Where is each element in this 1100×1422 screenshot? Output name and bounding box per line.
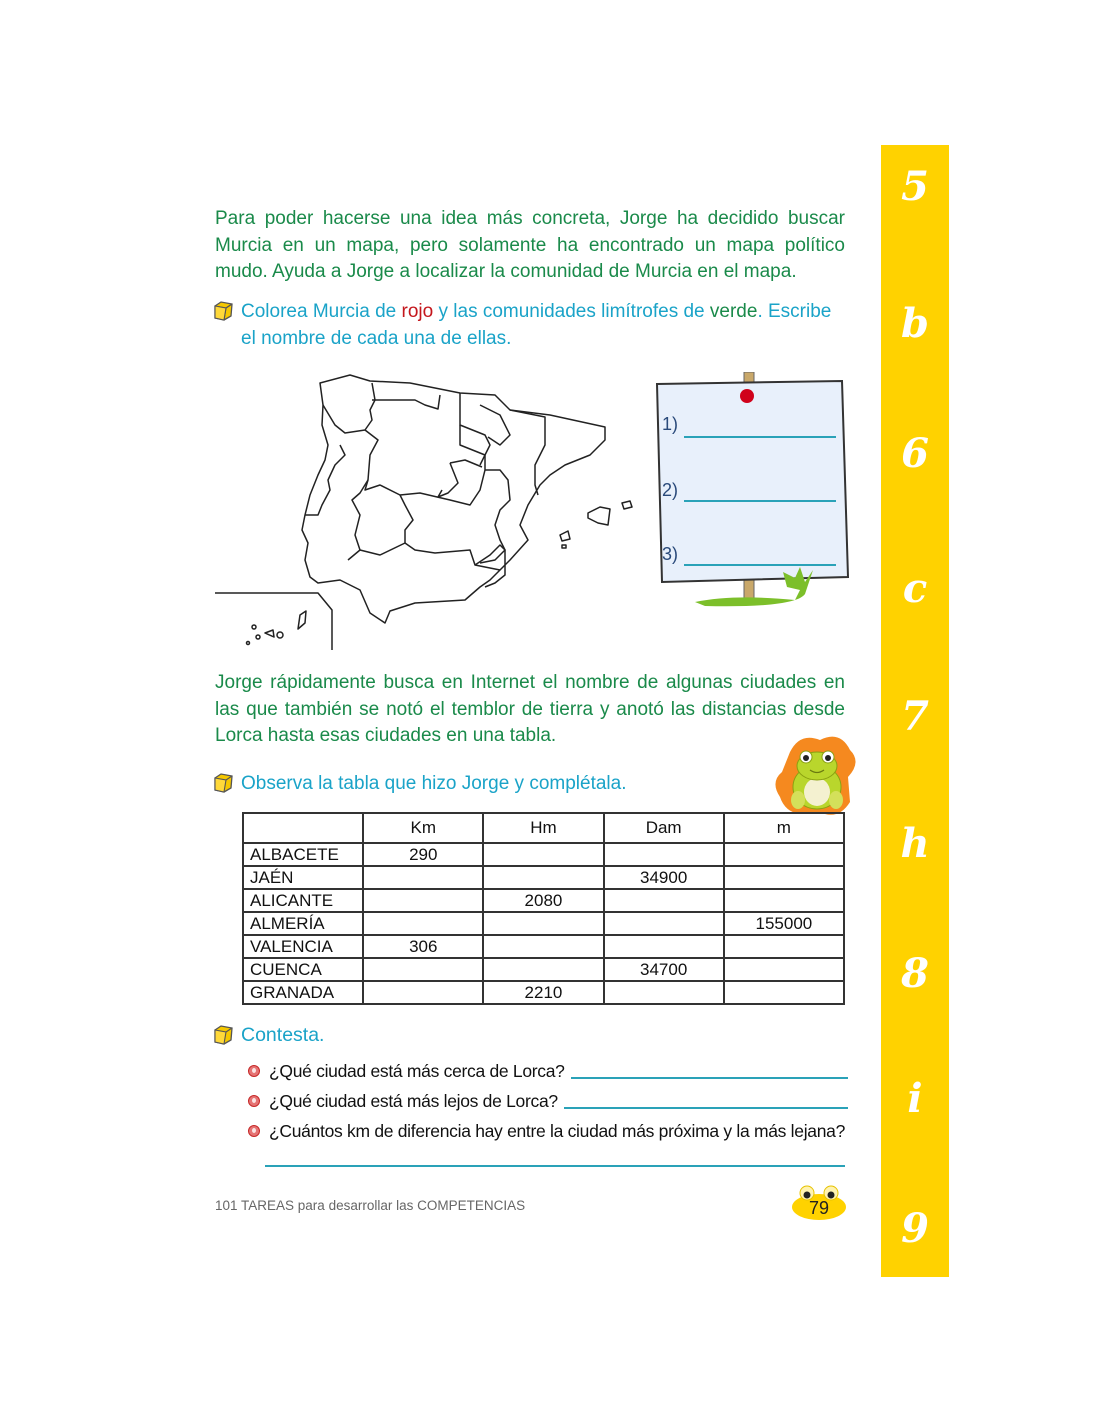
cube-icon	[212, 1024, 234, 1046]
cube-icon	[212, 300, 234, 322]
letter-figure-icon: 9	[901, 1205, 929, 1252]
sign-answer-line-2[interactable]	[684, 500, 836, 502]
letter-figure-icon: 6	[901, 430, 929, 477]
header-dam: Dam	[604, 813, 724, 843]
dam-cell[interactable]	[604, 912, 724, 935]
letter-figure-icon: 5	[901, 163, 929, 210]
dam-cell[interactable]	[604, 889, 724, 912]
letter-figure-icon: 7	[901, 693, 929, 740]
dam-cell[interactable]	[604, 935, 724, 958]
header-km: Km	[363, 813, 483, 843]
table-row	[243, 935, 844, 958]
sign-label-3: 3)	[662, 544, 679, 564]
km-cell[interactable]	[363, 866, 483, 889]
task-color-murcia-text	[241, 298, 847, 352]
hm-cell[interactable]: 2210	[483, 981, 603, 1004]
table-header-row	[243, 813, 844, 843]
instruction-text: Colorea Murcia de	[241, 301, 402, 322]
city-cell: CUENCA	[243, 958, 363, 981]
km-cell[interactable]	[363, 912, 483, 935]
hm-cell[interactable]: 2080	[483, 889, 603, 912]
m-cell[interactable]	[724, 866, 844, 889]
table-row	[243, 889, 844, 912]
instruction-text: y las comunidades limítrofes de	[433, 301, 710, 322]
hm-cell[interactable]	[483, 935, 603, 958]
table-row	[243, 981, 844, 1004]
table-row	[243, 958, 844, 981]
km-cell[interactable]	[363, 889, 483, 912]
green-word: verde	[709, 301, 758, 322]
question-text: ¿Qué ciudad está más cerca de Lorca?	[269, 1060, 565, 1081]
paragraph-distances: Jorge rápidamente busca en Internet el nombre de algunas ciudades en las que también se notó el temblor de tierra y anotó las distancias desde Lorca hasta esas ciudades en una tabla.	[215, 672, 845, 746]
question-item	[248, 1056, 848, 1086]
dam-cell[interactable]	[604, 843, 724, 866]
task-answer-text: Contesta.	[241, 1024, 325, 1046]
city-cell: GRANADA	[243, 981, 363, 1004]
hm-cell[interactable]	[483, 912, 603, 935]
intro-paragraph: Para poder hacerse una idea más concreta, Jorge ha decidido buscar Murcia en un mapa, pero solamente ha encontrado un mapa político mudo. Ayuda a Jorge a localizar la comunidad de Murcia en el mapa.	[215, 208, 845, 282]
km-cell[interactable]: 306	[363, 935, 483, 958]
question-item	[248, 1116, 848, 1146]
m-cell[interactable]	[724, 935, 844, 958]
km-cell[interactable]	[363, 958, 483, 981]
book-title: 101 TAREAS para desarrollar las COMPETENCIAS	[215, 1198, 526, 1213]
dam-cell[interactable]: 34900	[604, 866, 724, 889]
hm-cell[interactable]	[483, 843, 603, 866]
cube-icon	[212, 772, 234, 794]
answer-line[interactable]	[571, 1077, 848, 1079]
m-cell[interactable]	[724, 958, 844, 981]
city-cell: ALICANTE	[243, 889, 363, 912]
bullet-icon	[248, 1125, 260, 1137]
city-cell: JAÉN	[243, 866, 363, 889]
letter-figure-icon: 8	[901, 950, 929, 997]
city-cell: ALBACETE	[243, 843, 363, 866]
question-item	[248, 1086, 848, 1116]
km-cell[interactable]	[363, 981, 483, 1004]
page-number: 79	[808, 1198, 830, 1218]
hm-cell[interactable]	[483, 866, 603, 889]
decorative-sidebar	[881, 145, 949, 1277]
km-cell[interactable]: 290	[363, 843, 483, 866]
instruction-text: . Escribe el nombre de cada una de ellas.	[241, 301, 832, 349]
table-row	[243, 866, 844, 889]
red-word: rojo	[401, 301, 434, 322]
task-complete-table	[212, 770, 627, 797]
sign-answer-line-1[interactable]	[684, 436, 836, 438]
m-cell[interactable]	[724, 843, 844, 866]
m-cell[interactable]	[724, 889, 844, 912]
answer-line[interactable]	[564, 1107, 848, 1109]
dam-cell[interactable]	[604, 981, 724, 1004]
hm-cell[interactable]	[483, 958, 603, 981]
task-answer	[212, 1022, 324, 1049]
answer-line[interactable]	[265, 1165, 845, 1167]
city-cell: ALMERÍA	[243, 912, 363, 935]
letter-figure-icon: h	[900, 820, 930, 867]
bullet-icon	[248, 1095, 260, 1107]
city-cell: VALENCIA	[243, 935, 363, 958]
question-list	[248, 1056, 848, 1146]
m-cell[interactable]	[724, 981, 844, 1004]
sign-answer-line-3[interactable]	[684, 564, 836, 566]
table-row	[243, 912, 844, 935]
dam-cell[interactable]: 34700	[604, 958, 724, 981]
bullet-icon	[248, 1065, 260, 1077]
distance-table	[242, 812, 845, 1005]
question-text: ¿Qué ciudad está más lejos de Lorca?	[269, 1090, 558, 1111]
frog-mascot-icon	[770, 732, 862, 820]
task-complete-table-text: Observa la tabla que hizo Jorge y complétala.	[241, 773, 627, 794]
question-text: ¿Cuántos km de diferencia hay entre la ciudad más próxima y la más lejana?	[269, 1120, 846, 1141]
header-empty	[243, 813, 363, 843]
letter-figure-icon: c	[902, 565, 928, 612]
header-hm: Hm	[483, 813, 603, 843]
table-row	[243, 843, 844, 866]
letter-figure-icon: i	[907, 1075, 923, 1122]
m-cell[interactable]: 155000	[724, 912, 844, 935]
header-m: m	[724, 813, 844, 843]
task-color-murcia	[212, 298, 847, 352]
sign-label-2: 2)	[662, 480, 679, 500]
letter-figure-icon: b	[901, 300, 929, 347]
spain-map	[210, 365, 640, 655]
sign-label-1: 1)	[662, 414, 679, 434]
